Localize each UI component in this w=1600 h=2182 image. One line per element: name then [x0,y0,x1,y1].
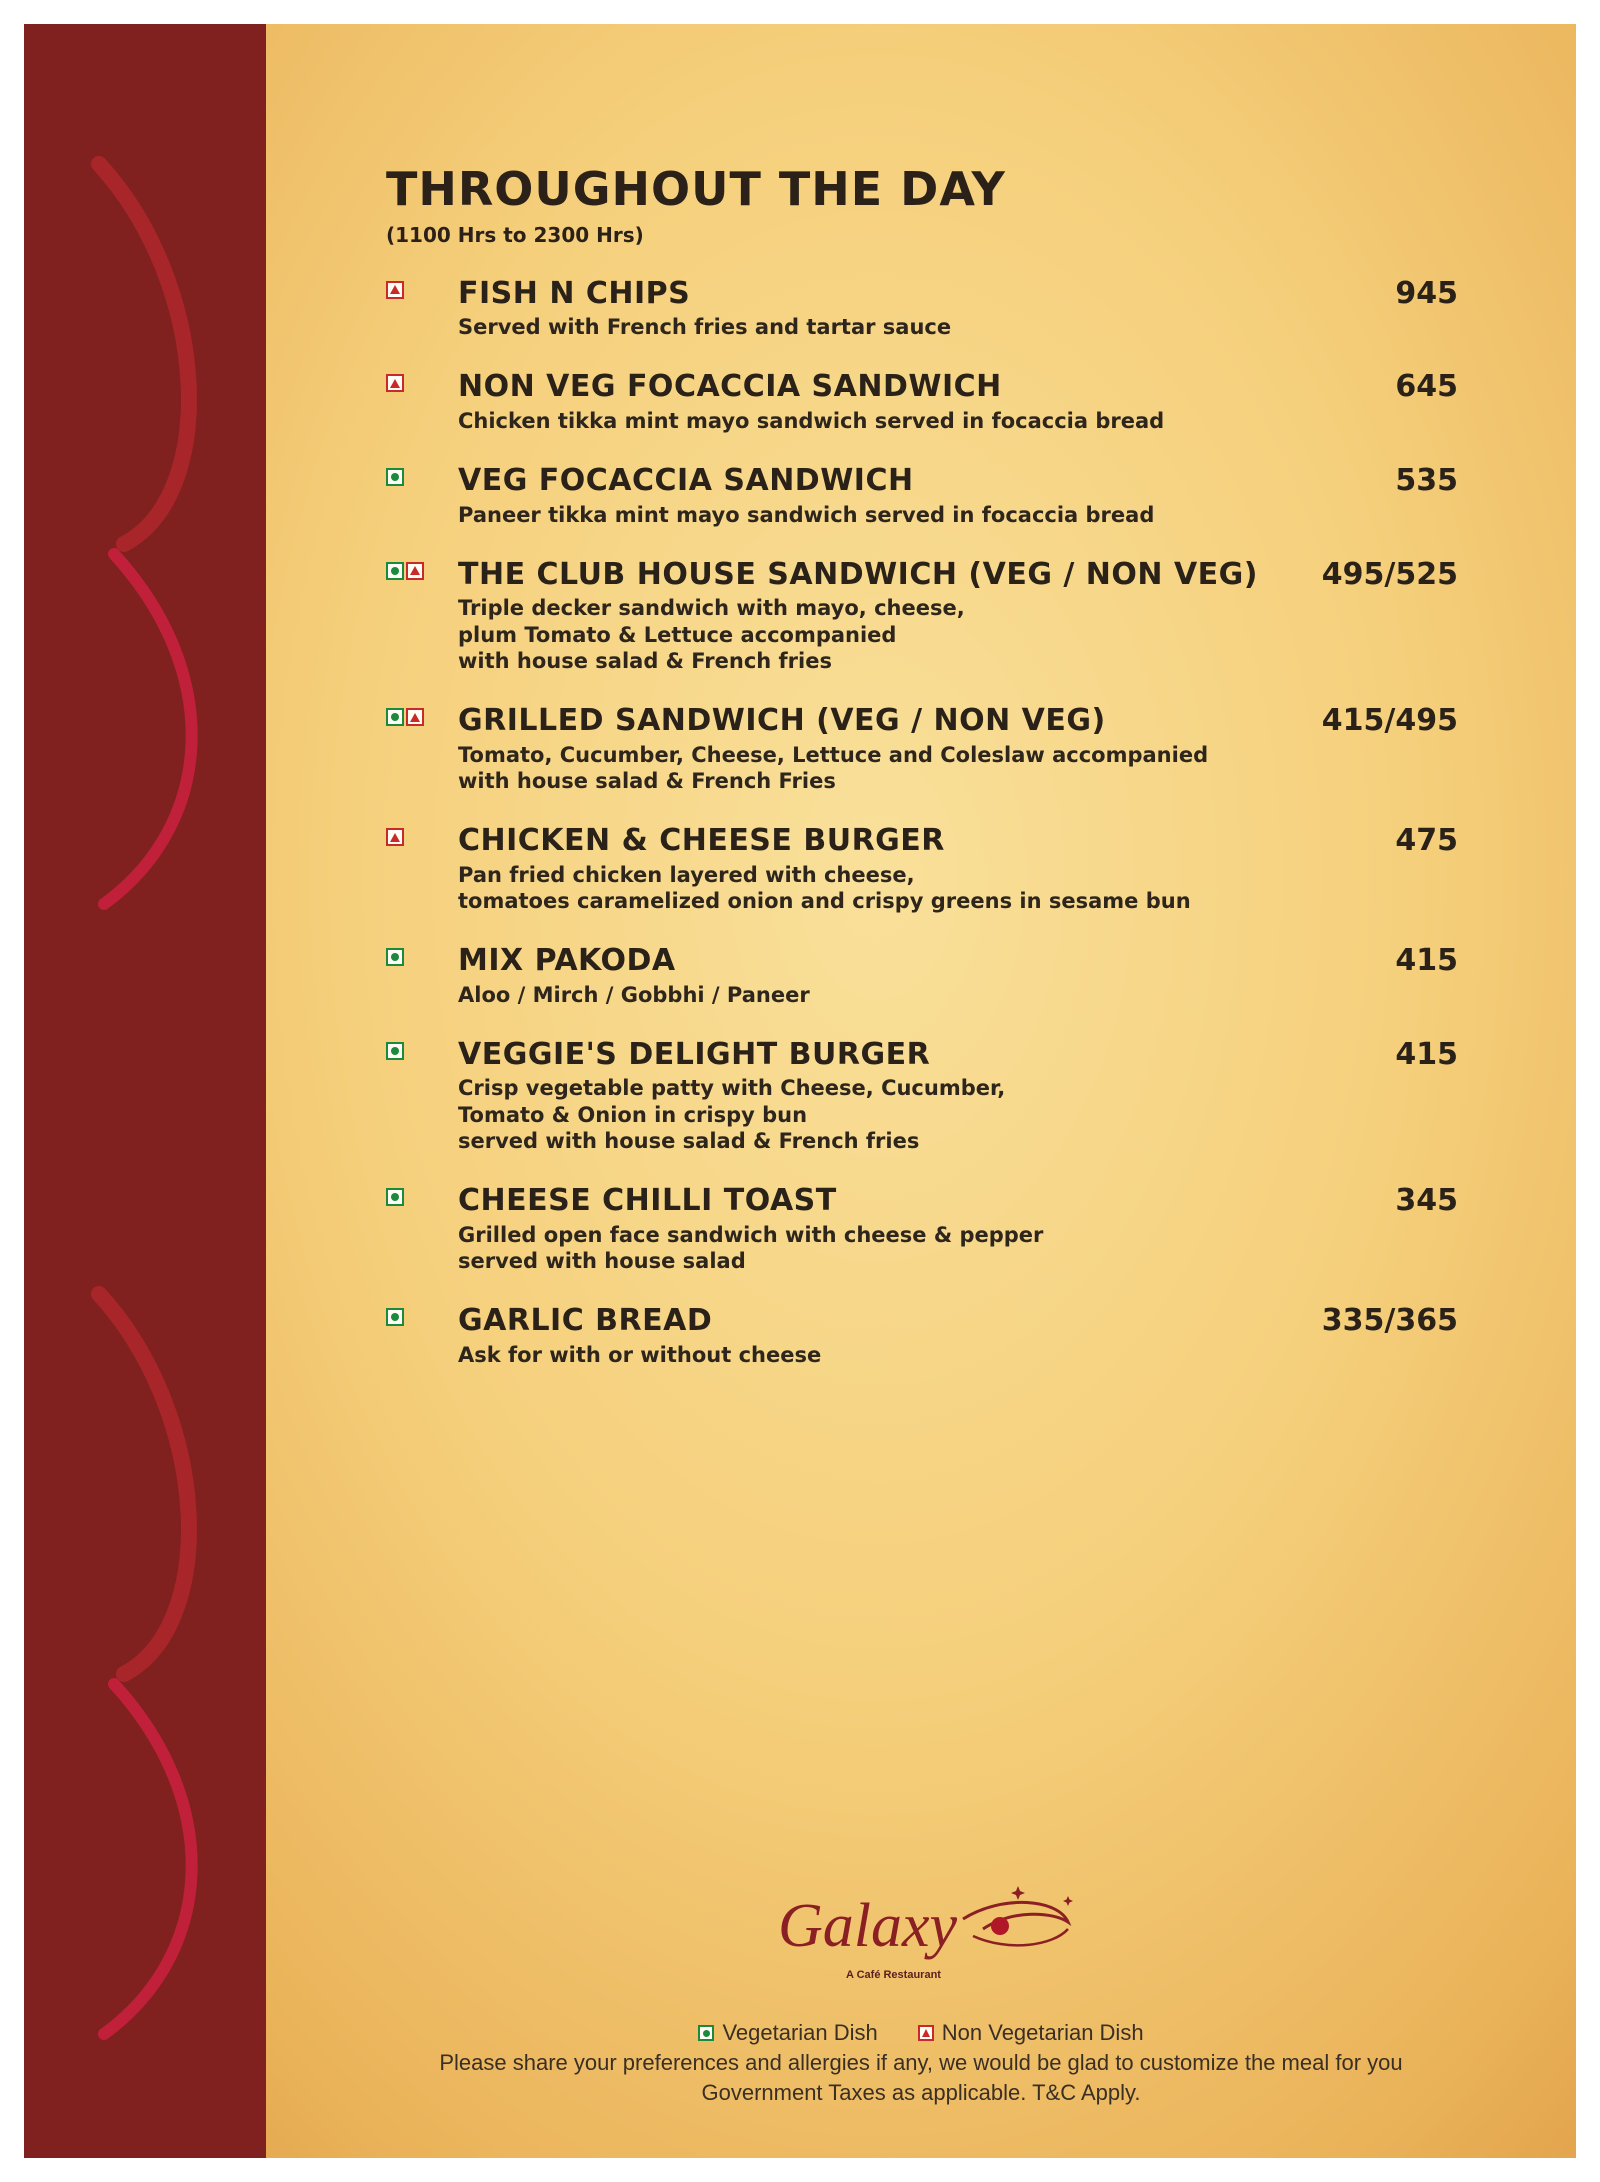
diet-marks [386,1308,404,1326]
item-price: 415 [1395,943,1458,979]
item-price: 335/365 [1321,1303,1458,1339]
menu-item [386,464,1458,528]
diet-marks [386,374,404,392]
planet-icon [991,1917,1009,1935]
decorative-side-band [24,24,266,2158]
veg-mark-icon [386,1308,404,1326]
item-name: NON VEG FOCACCIA SANDWICH [458,369,1002,405]
diet-marks [386,948,404,966]
item-price: 415 [1395,1036,1458,1072]
tax-note: Government Taxes as applicable. T&C Apply. [701,2080,1141,2105]
menu-item [386,558,1458,674]
diet-marks [386,1042,404,1060]
orbit-swoosh-icon [963,1902,1068,1929]
diet-marks [386,828,404,846]
veg-mark-icon [386,562,404,580]
diet-legend [266,2020,1576,2046]
item-name: CHICKEN & CHEESE BURGER [458,823,945,859]
veg-mark-icon [698,2025,714,2041]
nonveg-mark-icon [386,828,404,846]
veg-mark-icon [386,1042,404,1060]
logo-tagline: A Café Restaurant [846,1969,941,1981]
item-name: VEG FOCACCIA SANDWICH [458,463,914,499]
star-icon [1063,1896,1073,1906]
diet-marks [386,468,404,486]
star-icon [1011,1886,1025,1900]
diet-marks [386,281,404,299]
item-price: 415/495 [1321,703,1458,739]
legend-nonveg-label: Non Vegetarian Dish [941,2020,1144,2045]
veg-mark-icon [386,708,404,726]
veg-mark-icon [386,1188,404,1206]
legend-veg-label: Vegetarian Dish [722,2020,878,2045]
item-description: Paneer tikka mint mayo sandwich served in focaccia bread [458,502,1155,527]
item-price: 475 [1395,823,1458,859]
nonveg-mark-icon [406,708,424,726]
item-description: Tomato, Cucumber, Cheese, Lettuce and Coleslaw accompanied with house salad & French Fries [458,742,1209,793]
veg-mark-icon [386,468,404,486]
item-description: Crisp vegetable patty with Cheese, Cucumber, Tomato & Onion in crispy bun served with house salad & French fries [458,1076,1006,1153]
orbit-swoosh-icon [973,1929,1068,1945]
menu-content [386,164,1458,1398]
item-description: Ask for with or without cheese [458,1342,822,1367]
menu-item [386,1038,1458,1154]
menu-item [386,1184,1458,1274]
menu-item [386,944,1458,1008]
nonveg-mark-icon [386,281,404,299]
item-description: Pan fried chicken layered with cheese, tomatoes caramelized onion and crispy greens in sesame bun [458,862,1191,913]
menu-item [386,1304,1458,1368]
item-description: Grilled open face sandwich with cheese & pepper served with house salad [458,1222,1044,1273]
footer [266,2020,1576,2106]
item-description: Aloo / Mirch / Gobbhi / Paneer [458,982,810,1007]
item-name: VEGGIE'S DELIGHT BURGER [458,1036,931,1072]
item-name: THE CLUB HOUSE SANDWICH (VEG / NON VEG) [458,556,1259,592]
nonveg-mark-icon [406,562,424,580]
item-price: 535 [1395,463,1458,499]
nonveg-mark-icon [918,2025,934,2041]
diet-marks [386,708,424,726]
service-hours: (1100 Hrs to 2300 Hrs) [386,222,644,247]
item-price: 495/525 [1321,556,1458,592]
item-name: MIX PAKODA [458,943,676,979]
item-price: 645 [1395,369,1458,405]
menu-item [386,370,1458,434]
logo-wordmark: Galaxy [778,1892,958,1960]
galaxy-logo [768,1874,1088,1994]
page-title: THROUGHOUT THE DAY [386,162,1006,216]
menu-item [386,277,1458,341]
diet-marks [386,1188,404,1206]
item-name: GRILLED SANDWICH (VEG / NON VEG) [458,703,1106,739]
swirl-decoration-icon [24,24,266,2158]
item-name: GARLIC BREAD [458,1303,713,1339]
item-name: FISH N CHIPS [458,275,691,311]
item-name: CHEESE CHILLI TOAST [458,1183,837,1219]
menu-page [24,24,1576,2158]
item-price: 945 [1395,275,1458,311]
item-description: Chicken tikka mint mayo sandwich served in focaccia bread [458,408,1165,433]
item-price: 345 [1395,1183,1458,1219]
diet-marks [386,562,424,580]
item-description: Served with French fries and tartar sauce [458,315,952,340]
item-description: Triple decker sandwich with mayo, cheese, plum Tomato & Lettuce accompanied with house salad & French fries [458,596,965,673]
allergy-note: Please share your preferences and allergies if any, we would be glad to customize the meal for you [439,2050,1403,2075]
menu-list [386,277,1458,1368]
nonveg-mark-icon [386,374,404,392]
menu-item [386,704,1458,794]
veg-mark-icon [386,948,404,966]
menu-item [386,824,1458,914]
